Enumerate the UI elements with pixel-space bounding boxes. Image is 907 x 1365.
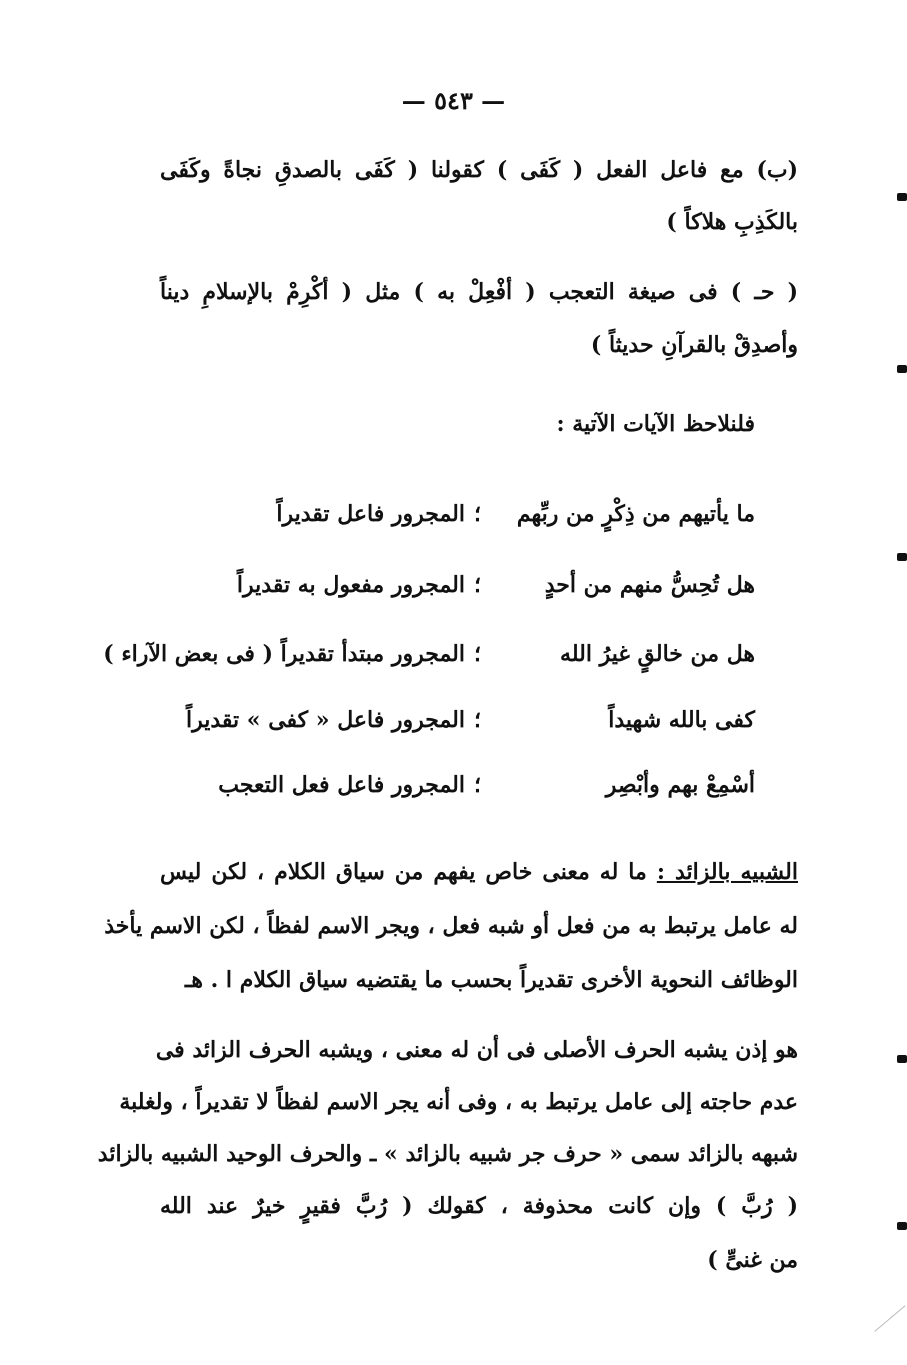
example-separator: ؛	[474, 572, 481, 598]
margin-mark	[897, 1055, 907, 1063]
example-analysis: المجرور مفعول به تقديراً	[236, 572, 465, 598]
final-line-5: من غنىٍّ )	[707, 1247, 798, 1273]
examples-heading: فلنلاحظ الآيات الآتية :	[556, 411, 755, 437]
definition-text: ما له معنى خاص يفهم من سياق الكلام ، لكن ليس	[160, 859, 647, 885]
definition-line-3: الوظائف النحوية الأخرى تقديراً بحسب ما يقتضيه سياق الكلام ا . هـ	[184, 967, 798, 993]
margin-mark	[897, 1222, 907, 1230]
margin-mark	[897, 553, 907, 561]
para-b-line-2: بالكَذِبِ هلاكاً )	[666, 209, 798, 235]
para-h-line-1: ( حـ ) فى صيغة التعجب ( أفْعِلْ به ) مثل ( أكْرِمْ بالإسلامِ ديناً	[160, 279, 798, 305]
example-analysis: المجرور فاعل « كفى » تقديراً	[185, 707, 465, 733]
scan-scratch	[874, 1305, 905, 1331]
definition-line-2: له عامل يرتبط به من فعل أو شبه فعل ، ويجر الاسم لفظاً ، لكن الاسم يأخذ	[104, 913, 798, 939]
example-separator: ؛	[474, 707, 481, 733]
para-h-line-2: وأصدِقْ بالقرآنِ حديثاً )	[590, 332, 798, 358]
example-analysis: المجرور مبتدأ تقديراً ( فى بعض الآراء )	[103, 641, 465, 667]
example-phrase: كفى بالله شهيداً	[608, 707, 755, 733]
final-line-3: شبهه بالزائد سمى « حرف جر شبيه بالزائد » ـ والحرف الوحيد الشبيه بالزائد	[97, 1141, 798, 1167]
example-separator: ؛	[474, 501, 481, 527]
definition-line-1	[160, 852, 798, 892]
para-b-line-1: (ب) مع فاعل الفعل ( كَفَى ) كقولنا ( كَفَى بالصدقِ نجاةً وكَفَى	[160, 157, 798, 183]
example-phrase: هل تُحِسُّ منهم من أحدٍ	[544, 572, 755, 598]
example-separator: ؛	[474, 772, 481, 798]
example-phrase: ما يأتيهم من ذِكْرٍ من ربِّهم	[516, 501, 755, 527]
example-analysis: المجرور فاعل فعل التعجب	[218, 772, 465, 798]
page-number: — ٥٤٣ —	[401, 86, 506, 115]
example-phrase: هل من خالقٍ غيرُ الله	[560, 641, 755, 667]
final-line-4: ( رُبَّ ) وإن كانت محذوفة ، كقولك ( رُبَّ فقيرٍ خيرٌ عند الله	[160, 1193, 798, 1219]
final-line-1: هو إذن يشبه الحرف الأصلى فى أن له معنى ، ويشبه الحرف الزائد فى	[155, 1037, 798, 1063]
example-analysis: المجرور فاعل تقديراً	[276, 501, 465, 527]
final-line-2: عدم حاجته إلى عامل يرتبط به ، وفى أنه يجر الاسم لفظاً لا تقديراً ، ولغلبة	[119, 1089, 798, 1115]
example-separator: ؛	[474, 641, 481, 667]
definition-term: الشبيه بالزائد :	[656, 859, 798, 885]
margin-mark	[897, 193, 907, 201]
margin-mark	[897, 365, 907, 373]
example-phrase: أسْمِعْ بهم وأبْصِر	[605, 772, 755, 798]
